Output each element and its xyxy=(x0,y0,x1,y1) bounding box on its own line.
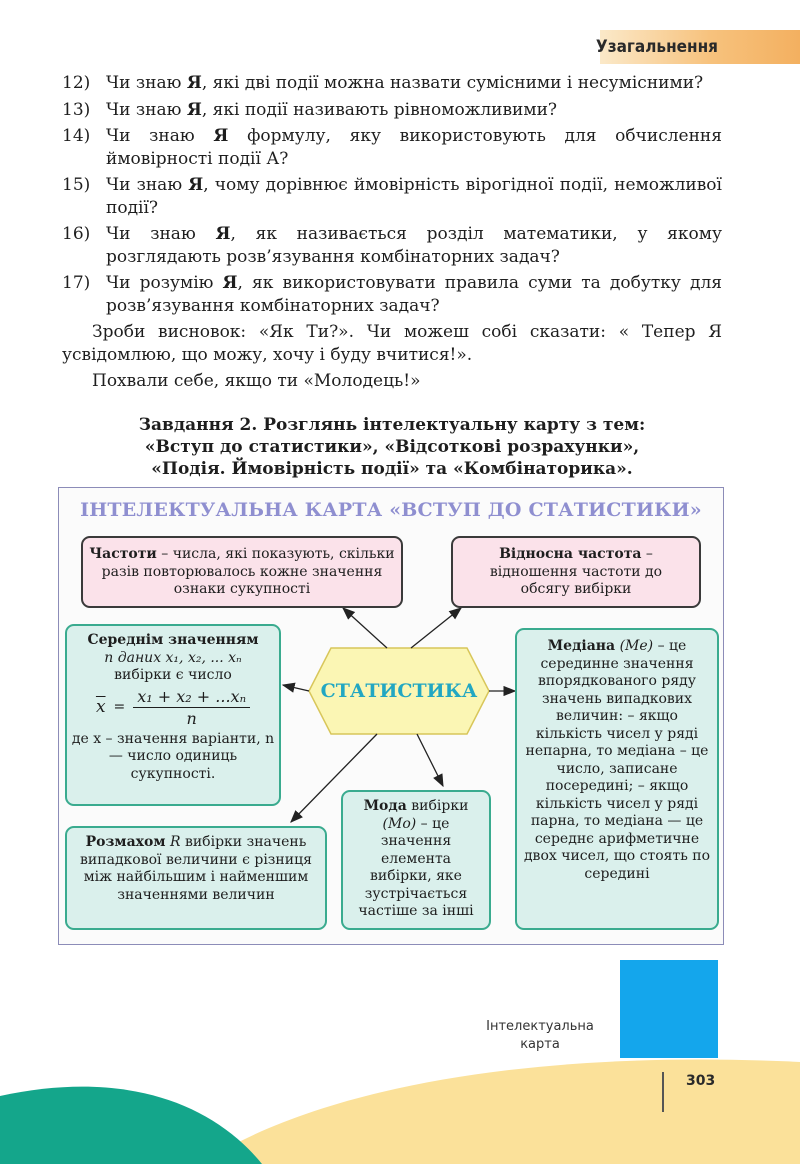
mean-term: Середнім значенням xyxy=(87,632,259,648)
range-term: Розмахом xyxy=(85,834,166,850)
question-text: , чому дорівнює ймовірність вірогідної події, неможливої події? xyxy=(106,175,722,218)
median-box xyxy=(515,628,719,930)
question-number: 14) xyxy=(62,126,91,146)
mode-text: вибірки xyxy=(406,798,469,814)
mean-line: вибірки є число xyxy=(114,667,232,683)
question-text: , як використовувати правила суми та добутку для розв’язування комбінаторних задач? xyxy=(106,273,722,316)
page-number-divider xyxy=(662,1072,664,1112)
question-item xyxy=(62,125,722,170)
frequencies-box xyxy=(81,536,403,608)
question-emphasis: Я xyxy=(215,224,231,244)
question-text: Чи розумію xyxy=(106,273,223,293)
mode-abbr: (Мо) xyxy=(382,815,417,832)
mode-term: Мода xyxy=(363,798,407,814)
mode-text: – це значення елемента вибірки, яке зустрічається частіше за інші xyxy=(358,815,474,919)
frequencies-text: – числа, які показують, скільки разів повторювалось кожне значення ознаки сукупності xyxy=(101,546,395,597)
formula-equals: = xyxy=(113,698,126,715)
page-number: 303 xyxy=(686,1073,716,1089)
mode-box xyxy=(341,790,491,930)
deco-teal-wave xyxy=(0,1087,262,1164)
question-item xyxy=(62,223,722,268)
question-item xyxy=(62,99,722,122)
relative-frequency-text: – відношення частоти до обсягу вибірки xyxy=(489,546,663,597)
question-item xyxy=(62,72,722,95)
task-heading xyxy=(62,414,722,480)
question-number: 13) xyxy=(62,99,91,120)
question-item xyxy=(62,272,722,317)
praise-paragraph: Похвали себе, якщо ти «Молодець!» xyxy=(92,371,421,391)
question-number: 12) xyxy=(62,73,91,93)
conclusion-paragraph: Зроби висновок: «Як Ти?». Чи можеш собі сказати: « Тепер Я усвідомлюю, що можу, хочу і буду вчитися!». xyxy=(62,322,722,365)
formula-lhs: $\overline{x}$ xyxy=(95,696,106,717)
arrow-to-relative xyxy=(411,608,461,648)
relative-frequency-box xyxy=(451,536,701,608)
question-emphasis: Я xyxy=(213,126,229,146)
section-tab xyxy=(595,30,800,64)
question-number: 15) xyxy=(62,175,91,195)
question-list xyxy=(62,72,722,393)
bottom-decoration xyxy=(0,1040,800,1164)
median-text: – це серединне значення впорядкованого ряду значень випадкових величин: – якщо кількість чисел у ряді непарна, то медіана – це число, записане посередині; – якщо кількість чисел у ряді парна, то медіана — це середнє арифметичне двох чисел, що стоять по середині xyxy=(523,638,711,882)
image-caption: Інтелектуальна карта xyxy=(486,1019,594,1052)
range-text: вибірки значень випадкової величини є різниця між найбільшим і найменшим значеннями величин xyxy=(80,834,312,903)
mind-map xyxy=(58,487,724,945)
question-text: , які події називають рівноможливими? xyxy=(201,99,558,120)
frequencies-term: Частоти xyxy=(89,546,157,562)
question-text: Чи знаю xyxy=(106,99,187,120)
center-label: СТАТИСТИКА xyxy=(320,680,478,702)
median-term: Медіана xyxy=(547,638,616,654)
median-abbr: (Ме) xyxy=(615,638,654,654)
mean-line: n даних x₁, x₂, ... xₙ xyxy=(104,649,242,666)
mean-note: де x – значення варіанти, n — число одиниць сукупності. xyxy=(71,730,275,782)
question-item xyxy=(62,174,722,219)
mind-map-title: ІНТЕЛЕКТУАЛЬНА КАРТА «ВСТУП ДО СТАТИСТИКИ» xyxy=(80,499,702,521)
formula-numerator: x₁ + x₂ + ...xₙ xyxy=(133,688,250,709)
relative-frequency-term: Відносна частота xyxy=(499,546,642,562)
question-text: , які дві події можна назвати сумісними і несумісними? xyxy=(201,73,704,93)
question-emphasis: Я xyxy=(186,99,202,120)
question-text: Чи знаю xyxy=(106,224,216,244)
range-variable: R xyxy=(165,834,181,850)
question-text: , як називається розділ математики, у якому розглядають розв’язування комбінаторних задач? xyxy=(106,224,722,267)
question-emphasis: Я xyxy=(222,273,238,293)
task-line: «Вступ до статистики», «Відсоткові розрахунки», xyxy=(144,437,640,457)
arrow-to-mean xyxy=(283,685,309,691)
arrow-to-mode xyxy=(417,734,443,786)
mean-formula xyxy=(71,688,275,728)
formula-fraction xyxy=(133,688,250,728)
arrow-to-frequencies xyxy=(343,608,387,648)
question-number: 17) xyxy=(62,273,91,293)
section-title: Узагальнення xyxy=(595,37,718,57)
question-emphasis: Я xyxy=(186,73,202,93)
question-text: формулу, яку використовують для обчислення ймовірності події А? xyxy=(106,126,722,169)
question-text: Чи знаю xyxy=(106,175,189,195)
task-line: Завдання 2. Розглянь інтелектуальну карту з тем: xyxy=(138,415,646,435)
question-emphasis: Я xyxy=(188,175,204,195)
range-box xyxy=(65,826,327,930)
question-text: Чи знаю xyxy=(106,73,187,93)
question-text: Чи знаю xyxy=(106,126,214,146)
formula-denominator: n xyxy=(186,709,197,728)
mean-box xyxy=(65,624,281,806)
task-line: «Подія. Ймовірність події» та «Комбінаторика». xyxy=(151,459,633,479)
question-number: 16) xyxy=(62,224,91,244)
